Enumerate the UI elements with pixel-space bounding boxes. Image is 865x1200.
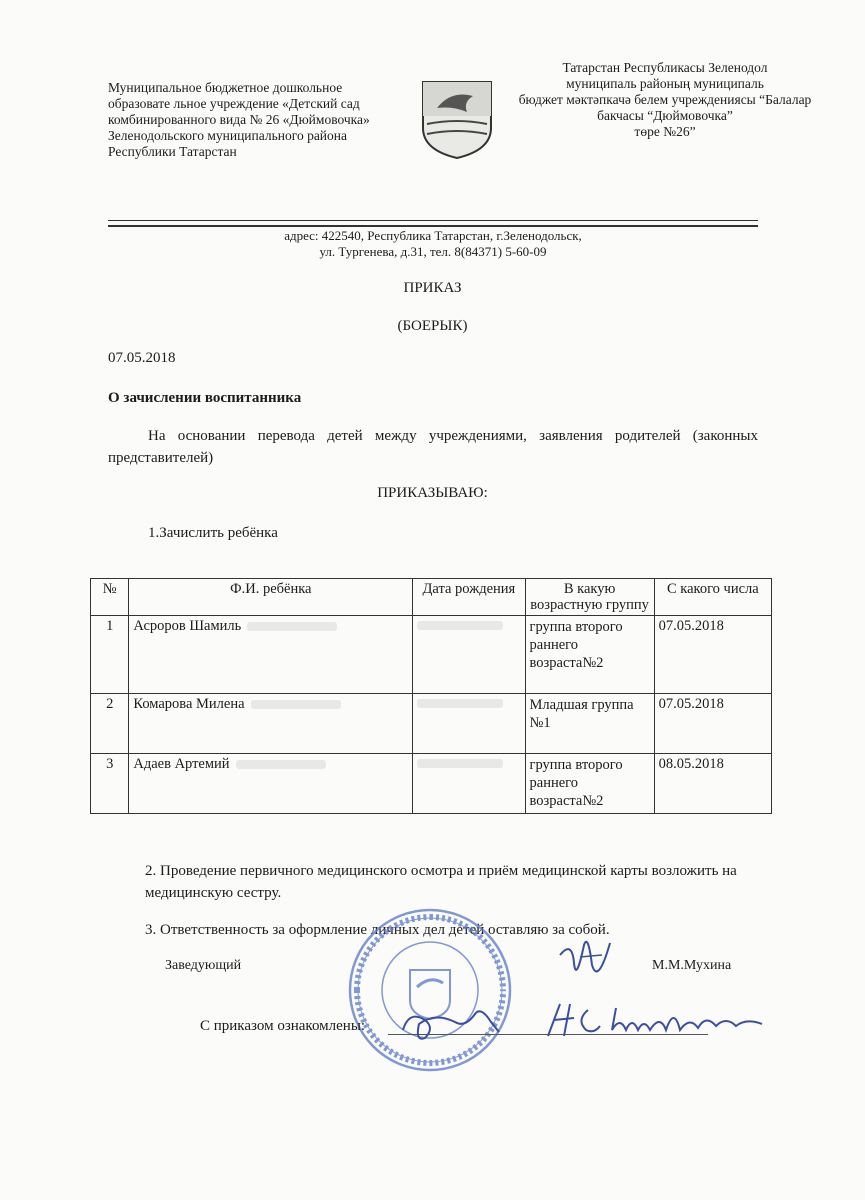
official-stamp-icon — [345, 905, 515, 1075]
org-line: төре №26” — [634, 124, 696, 139]
head-label: Заведующий — [165, 958, 242, 973]
address-block — [108, 228, 758, 260]
table-header-row — [91, 579, 772, 616]
col-header-number: № — [91, 579, 129, 616]
city-emblem-icon — [417, 78, 497, 160]
start-date-cell: 07.05.2018 — [654, 616, 771, 694]
decree-heading: ПРИКАЗЫВАЮ: — [377, 485, 488, 501]
redaction-mark — [417, 699, 503, 708]
table-row — [91, 754, 772, 814]
org-line: Муниципальное бюджетное дошкольное — [108, 80, 343, 95]
redacted-patronymic — [236, 760, 326, 769]
order-item-2: 2. Проведение первичного медицинского осмотра и приём медицинской карты возложить на медицинскую сестру. — [145, 863, 737, 901]
child-name-cell — [129, 754, 413, 814]
org-line: образовате льное учреждение «Детский сад — [108, 96, 360, 111]
birth-date-redacted — [413, 694, 525, 754]
row-number: 2 — [91, 694, 129, 754]
col-header-group: В какую возрастную группу — [525, 579, 654, 616]
col-header-name: Ф.И. ребёнка — [129, 579, 413, 616]
org-line: Республики Татарстан — [108, 144, 237, 159]
redaction-mark — [417, 621, 503, 630]
child-name: Адаев Артемий — [133, 756, 230, 772]
org-name-russian — [108, 80, 408, 160]
child-name: Асроров Шамиль — [133, 618, 242, 634]
col-header-dob: Дата рождения — [413, 579, 525, 616]
org-line: комбинированного вида № 26 «Дюймовочка» — [108, 112, 370, 127]
org-line: Татарстан Республикасы Зеленодол — [562, 60, 768, 75]
start-date-cell: 08.05.2018 — [654, 754, 771, 814]
redaction-mark — [417, 759, 503, 768]
head-name: М.М.Мухина — [652, 958, 732, 973]
child-name-cell — [129, 616, 413, 694]
group-cell: группа второго раннего возраста№2 — [525, 754, 654, 814]
doc-title: ПРИКАЗ — [403, 280, 462, 296]
table-row — [91, 616, 772, 694]
doc-date: 07.05.2018 — [108, 350, 176, 366]
acknowledgement-label: С приказом ознакомлены: — [200, 1018, 366, 1034]
header-divider — [108, 220, 758, 221]
row-number: 1 — [91, 616, 129, 694]
col-header-since: С какого числа — [654, 579, 771, 616]
birth-date-redacted — [413, 754, 525, 814]
children-table — [90, 578, 772, 814]
order-item-1: 1.Зачислить ребёнка — [148, 525, 278, 541]
org-line: бюджет мәктәпкачә белем учреждениясы “Балалар — [518, 92, 812, 107]
row-number: 3 — [91, 754, 129, 814]
group-cell: Младшая группа №1 — [525, 694, 654, 754]
shakirova-signature-icon — [540, 996, 770, 1044]
org-name-tatar — [495, 60, 835, 140]
child-name-cell — [129, 694, 413, 754]
start-date-cell: 07.05.2018 — [654, 694, 771, 754]
doc-subject: О зачислении воспитанника — [108, 390, 302, 406]
address-line: ул. Тургенева, д.31, тел. 8(84371) 5-60-09 — [319, 244, 547, 259]
header-divider — [108, 225, 758, 227]
birth-date-redacted — [413, 616, 525, 694]
org-line: бакчасы “Дюймовочка” — [597, 108, 733, 123]
doc-title-tatar: (БОЕРЫК) — [397, 318, 468, 334]
head-signature-icon — [550, 935, 620, 990]
org-line: муниципаль районың муниципаль — [566, 76, 764, 91]
org-line: Зеленодольского муниципального района — [108, 128, 347, 143]
basis-paragraph: На основании перевода детей между учреждениями, заявления родителей (законных представителей) — [108, 428, 758, 466]
order-item-3: 3. Ответственность за оформление личных дел детей оставляю за собой. — [145, 922, 610, 938]
child-name: Комарова Милена — [133, 696, 245, 712]
staff-signature-icon — [395, 1002, 505, 1047]
redacted-patronymic — [251, 700, 341, 709]
table-row — [91, 694, 772, 754]
group-cell: группа второго раннего возраста№2 — [525, 616, 654, 694]
address-line: адрес: 422540, Республика Татарстан, г.Зеленодольск, — [284, 228, 582, 243]
redacted-patronymic — [247, 622, 337, 631]
